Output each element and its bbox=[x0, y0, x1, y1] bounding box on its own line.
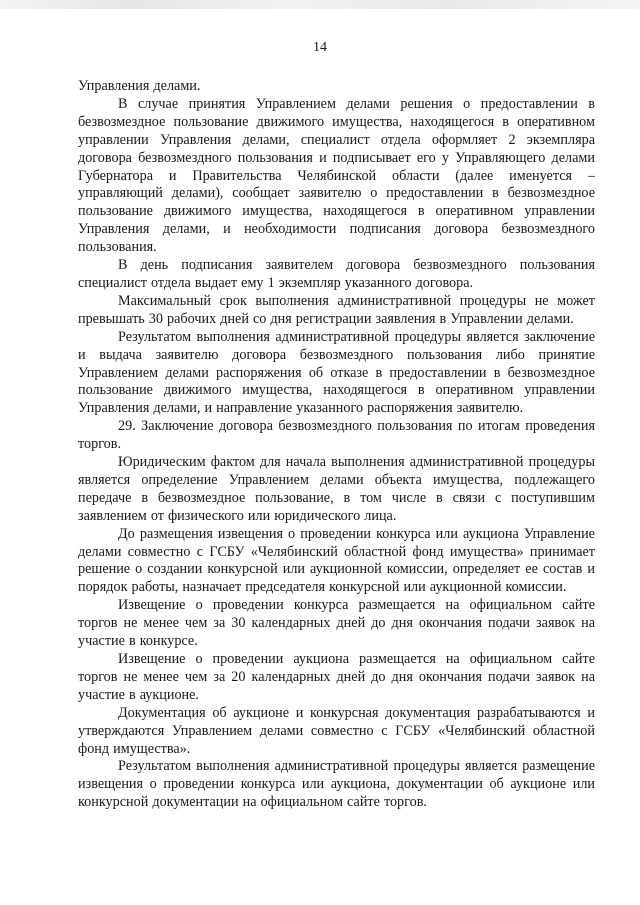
paragraph-12: Результатом выполнения административной процедуры является размещение извещения о проведении конкурса или аукциона, документации об аукционе или конкурсной документации на официальном сайте торгов. bbox=[78, 758, 595, 811]
page-number: 14 bbox=[313, 40, 327, 55]
paragraph-2: В случае принятия Управлением делами решения о предоставлении в безвозмездное пользование движимого имущества, находящегося в оперативном управлении Управления делами, специалист отдела оформляет 2 экземпляра договора безвозмездного пользования и подписывает его у Управляющего делами Губернатора и Правительства Челябинской области (далее именуется – управляющий делами), сообщает заявителю о предоставлении в безвозмездное пользование движимого имущества, находящегося в оперативном управлении Управления делами, и необходимости подписания договора безвозмездного пользования. bbox=[78, 95, 595, 256]
paragraph-4: Максимальный срок выполнения административной процедуры не может превышать 30 рабочих дней со дня регистрации заявления в Управлении делами. bbox=[78, 292, 595, 327]
paragraph-8: До размещения извещения о проведении конкурса или аукциона Управление делами совместно с ГСБУ «Челябинский областной фонд имущества» принимает решение о создании конкурсной или аукционной комиссии, определяет ее состав и порядок работы, назначает председателя конкурсной или аукционной комиссии. bbox=[78, 525, 595, 596]
scan-edge-artifact bbox=[0, 0, 640, 9]
paragraph-11: Документация об аукционе и конкурсная документация разрабатываются и утверждаются Управлением делами совместно с ГСБУ «Челябинский областной фонд имущества». bbox=[78, 704, 595, 757]
paragraph-3: В день подписания заявителем договора безвозмездного пользования специалист отдела выдает ему 1 экземпляр указанного договора. bbox=[78, 257, 595, 291]
paragraph-7: Юридическим фактом для начала выполнения административной процедуры является определение Управлением делами объекта имущества, подлежащего передаче в безвозмездное пользование, в том числе в связи с поступившим заявлением от физического или юридического лица. bbox=[78, 454, 595, 524]
paragraph-9: Извещение о проведении конкурса размещается на официальном сайте торгов не менее чем за 30 календарных дней до дня окончания подачи заявок на участие в конкурсе. bbox=[78, 597, 595, 650]
paragraph-10: Извещение о проведении аукциона размещается на официальном сайте торгов не менее чем за 20 календарных дней до дня окончания подачи заявок на участие в аукционе. bbox=[78, 651, 595, 703]
section-heading-29: 29. Заключение договора безвозмездного пользования по итогам проведения торгов. bbox=[78, 418, 595, 453]
paragraph-1: Управления делами. bbox=[78, 78, 201, 94]
paragraph-5: Результатом выполнения административной процедуры является заключение и выдача заявителю договора безвозмездного пользования либо принятие Управлением делами распоряжения об отказе в предоставлении в безвозмездное пользование движимого имущества, находящегося в оперативном управлении Управления делами, и направление указанного распоряжения заявителю. bbox=[78, 328, 595, 417]
